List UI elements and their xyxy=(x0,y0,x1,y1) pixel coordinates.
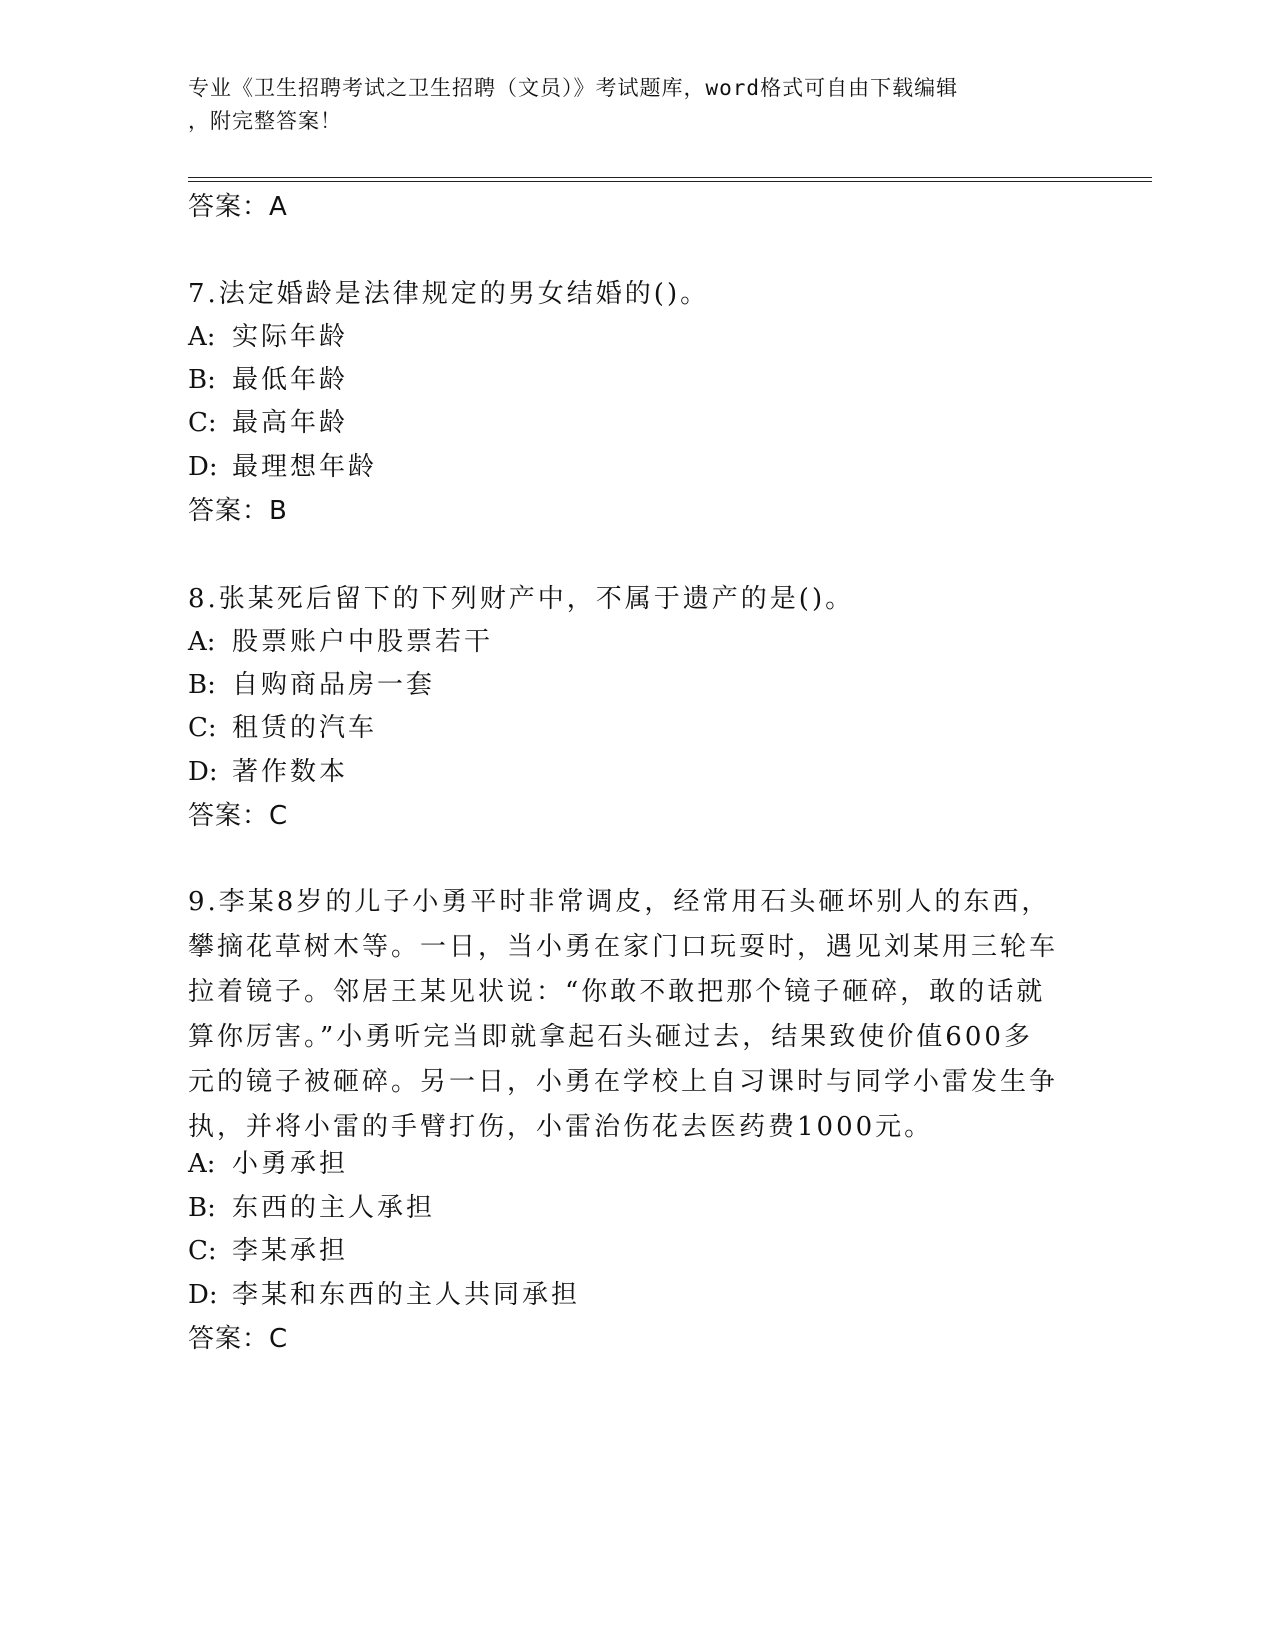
option-text: 李某和东西的主人共同承担 xyxy=(232,1280,581,1310)
question-9-option-b xyxy=(188,1187,435,1224)
option-key: C: xyxy=(188,713,217,743)
option-key: B: xyxy=(188,1193,216,1223)
option-key: A: xyxy=(188,322,216,352)
question-9-line-5: 元的镜子被砸碎。另一日，小勇在学校上自习课时与同学小雷发生争 xyxy=(188,1067,1059,1097)
option-text: 自购商品房一套 xyxy=(232,670,436,700)
option-key: D: xyxy=(188,757,218,787)
question-9-line-3: 拉着镜子。邻居王某见状说：“你敢不敢把那个镜子砸碎，敢的话就 xyxy=(188,977,1046,1007)
question-7-text: 7.法定婚龄是法律规定的男女结婚的()。 xyxy=(188,279,710,309)
option-key: D: xyxy=(188,452,218,482)
option-text: 东西的主人承担 xyxy=(232,1193,436,1223)
question-9-text xyxy=(188,880,1068,1150)
question-8-option-a xyxy=(188,621,493,658)
question-7-option-c xyxy=(188,402,348,439)
option-key: D: xyxy=(188,1280,218,1310)
header-line-2: ，附完整答案！ xyxy=(188,109,342,133)
question-8-answer: 答案：C xyxy=(188,801,289,831)
question-9-option-a xyxy=(188,1143,348,1180)
option-text: 李某承担 xyxy=(232,1236,349,1266)
option-key: C: xyxy=(188,408,217,438)
option-text: 实际年龄 xyxy=(232,322,349,352)
option-key: C: xyxy=(188,1236,217,1266)
question-8-option-d xyxy=(188,751,348,788)
question-9-line-2: 攀摘花草树木等。一日，当小勇在家门口玩耍时，遇见刘某用三轮车 xyxy=(188,932,1059,962)
previous-answer: 答案：A xyxy=(188,192,288,222)
question-8-option-b xyxy=(188,664,435,701)
option-key: B: xyxy=(188,670,216,700)
document-header xyxy=(188,72,1068,138)
header-divider xyxy=(188,177,1152,178)
question-9-line-4: 算你厉害。”小勇听完当即就拿起石头砸过去，结果致使价值600多 xyxy=(188,1022,1033,1052)
question-9-answer: 答案：C xyxy=(188,1324,289,1354)
question-9-line-6: 执，并将小雷的手臂打伤，小雷治伤花去医药费1000元。 xyxy=(188,1112,934,1142)
option-text: 小勇承担 xyxy=(232,1149,349,1179)
question-7-answer: 答案：B xyxy=(188,496,288,526)
option-text: 股票账户中股票若干 xyxy=(232,627,494,657)
question-9-option-c xyxy=(188,1230,348,1267)
question-9-option-d xyxy=(188,1274,580,1311)
option-key: A: xyxy=(188,1149,216,1179)
question-7-option-a xyxy=(188,316,348,353)
option-text: 著作数本 xyxy=(232,757,349,787)
question-8-option-c xyxy=(188,707,377,744)
option-text: 最低年龄 xyxy=(232,365,349,395)
option-text: 最理想年龄 xyxy=(232,452,378,482)
option-key: B: xyxy=(188,365,216,395)
header-line-1: 专业《卫生招聘考试之卫生招聘（文员）》考试题库，word格式可自由下载编辑 xyxy=(188,76,959,100)
option-key: A: xyxy=(188,627,216,657)
header-divider-second xyxy=(188,181,1152,182)
question-7-option-b xyxy=(188,359,348,396)
option-text: 最高年龄 xyxy=(232,408,349,438)
question-9-line-1: 9.李某8岁的儿子小勇平时非常调皮，经常用石头砸坏别人的东西， xyxy=(188,887,1051,917)
option-text: 租赁的汽车 xyxy=(232,713,378,743)
question-8-text: 8.张某死后留下的下列财产中，不属于遗产的是()。 xyxy=(188,584,855,614)
question-7-option-d xyxy=(188,446,377,483)
